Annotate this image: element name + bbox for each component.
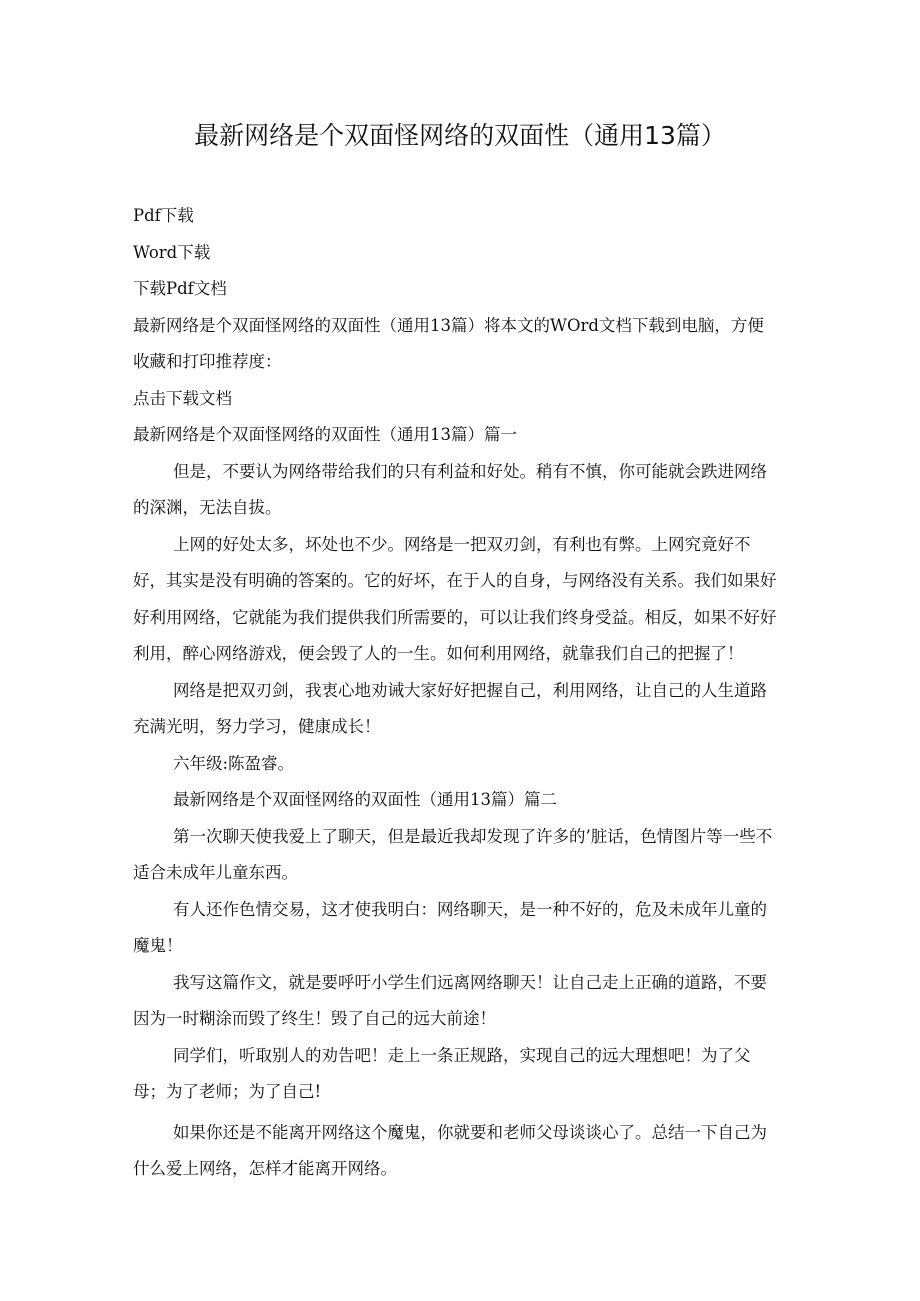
document-title: 最新网络是个双面怪网络的双面性（通用13篇）: [194, 121, 726, 150]
document-body: [133, 198, 778, 1188]
section-2-paragraph: 如果你还是不能离开网络这个魔鬼，你就要和老师父母谈谈心了。总结一下自己为什么爱上网络，怎样才能离开网络。: [133, 1122, 767, 1178]
download-pdf-document-link[interactable]: 下载Pdf文档: [133, 279, 227, 298]
section-2-paragraph: 有人还作色情交易，这才使我明白：网络聊天，是一种不好的，危及未成年儿童的魔鬼！: [133, 899, 767, 955]
section-2-heading: 最新网络是个双面怪网络的双面性（通用13篇）篇二: [173, 790, 557, 809]
author-line: 六年级:陈盈睿。: [173, 753, 295, 773]
section-1-paragraph: 上网的好处太多，坏处也不少。网络是一把双刃剑，有利也有弊。上网究竟好不好，其实是没有明确的答案的。它的好坏，在于人的自身，与网络没有关系。我们如果好好利用网络，它就能为我们提供我们所需要的，可以让我们终身受益。相反，如果不好好利用，醉心网络游戏，便会毁了人的一生。如何利用网络，就靠我们自己的把握了！: [133, 534, 777, 663]
pdf-download-link[interactable]: Pdf下载: [133, 206, 194, 225]
section-1-paragraph: 但是，不要认为网络带给我们的只有利益和好处。稍有不慎，你可能就会跌进网络的深渊，无法自拔。: [133, 461, 767, 517]
click-download-link[interactable]: 点击下载文档: [133, 388, 232, 408]
section-1-heading: 最新网络是个双面怪网络的双面性（通用13篇）篇一: [133, 425, 517, 444]
section-2-paragraph: 同学们，听取别人的劝告吧！走上一条正规路，实现自己的远大理想吧！为了父母；为了老师；为了自己!: [133, 1045, 751, 1101]
section-2-paragraph: 第一次聊天使我爱上了聊天，但是最近我却发现了许多的’脏话，色情图片等一些不适合未成年儿童东西。: [133, 826, 773, 882]
intro-text: 最新网络是个双面怪网络的双面性（通用13篇）将本文的WOrd文档下载到电脑，方便收藏和打印推荐度：: [133, 315, 764, 371]
section-2-paragraph: 我写这篇作文，就是要呼吁小学生们远离网络聊天！让自己走上正确的道路，不要因为一时糊涂而毁了终生！毁了自己的远大前途！: [133, 972, 767, 1028]
word-download-link[interactable]: Word下载: [133, 242, 211, 262]
section-1-paragraph: 网络是把双刃剑，我衷心地劝诫大家好好把握自己，利用网络，让自己的人生道路充满光明，努力学习，健康成长！: [133, 680, 767, 736]
